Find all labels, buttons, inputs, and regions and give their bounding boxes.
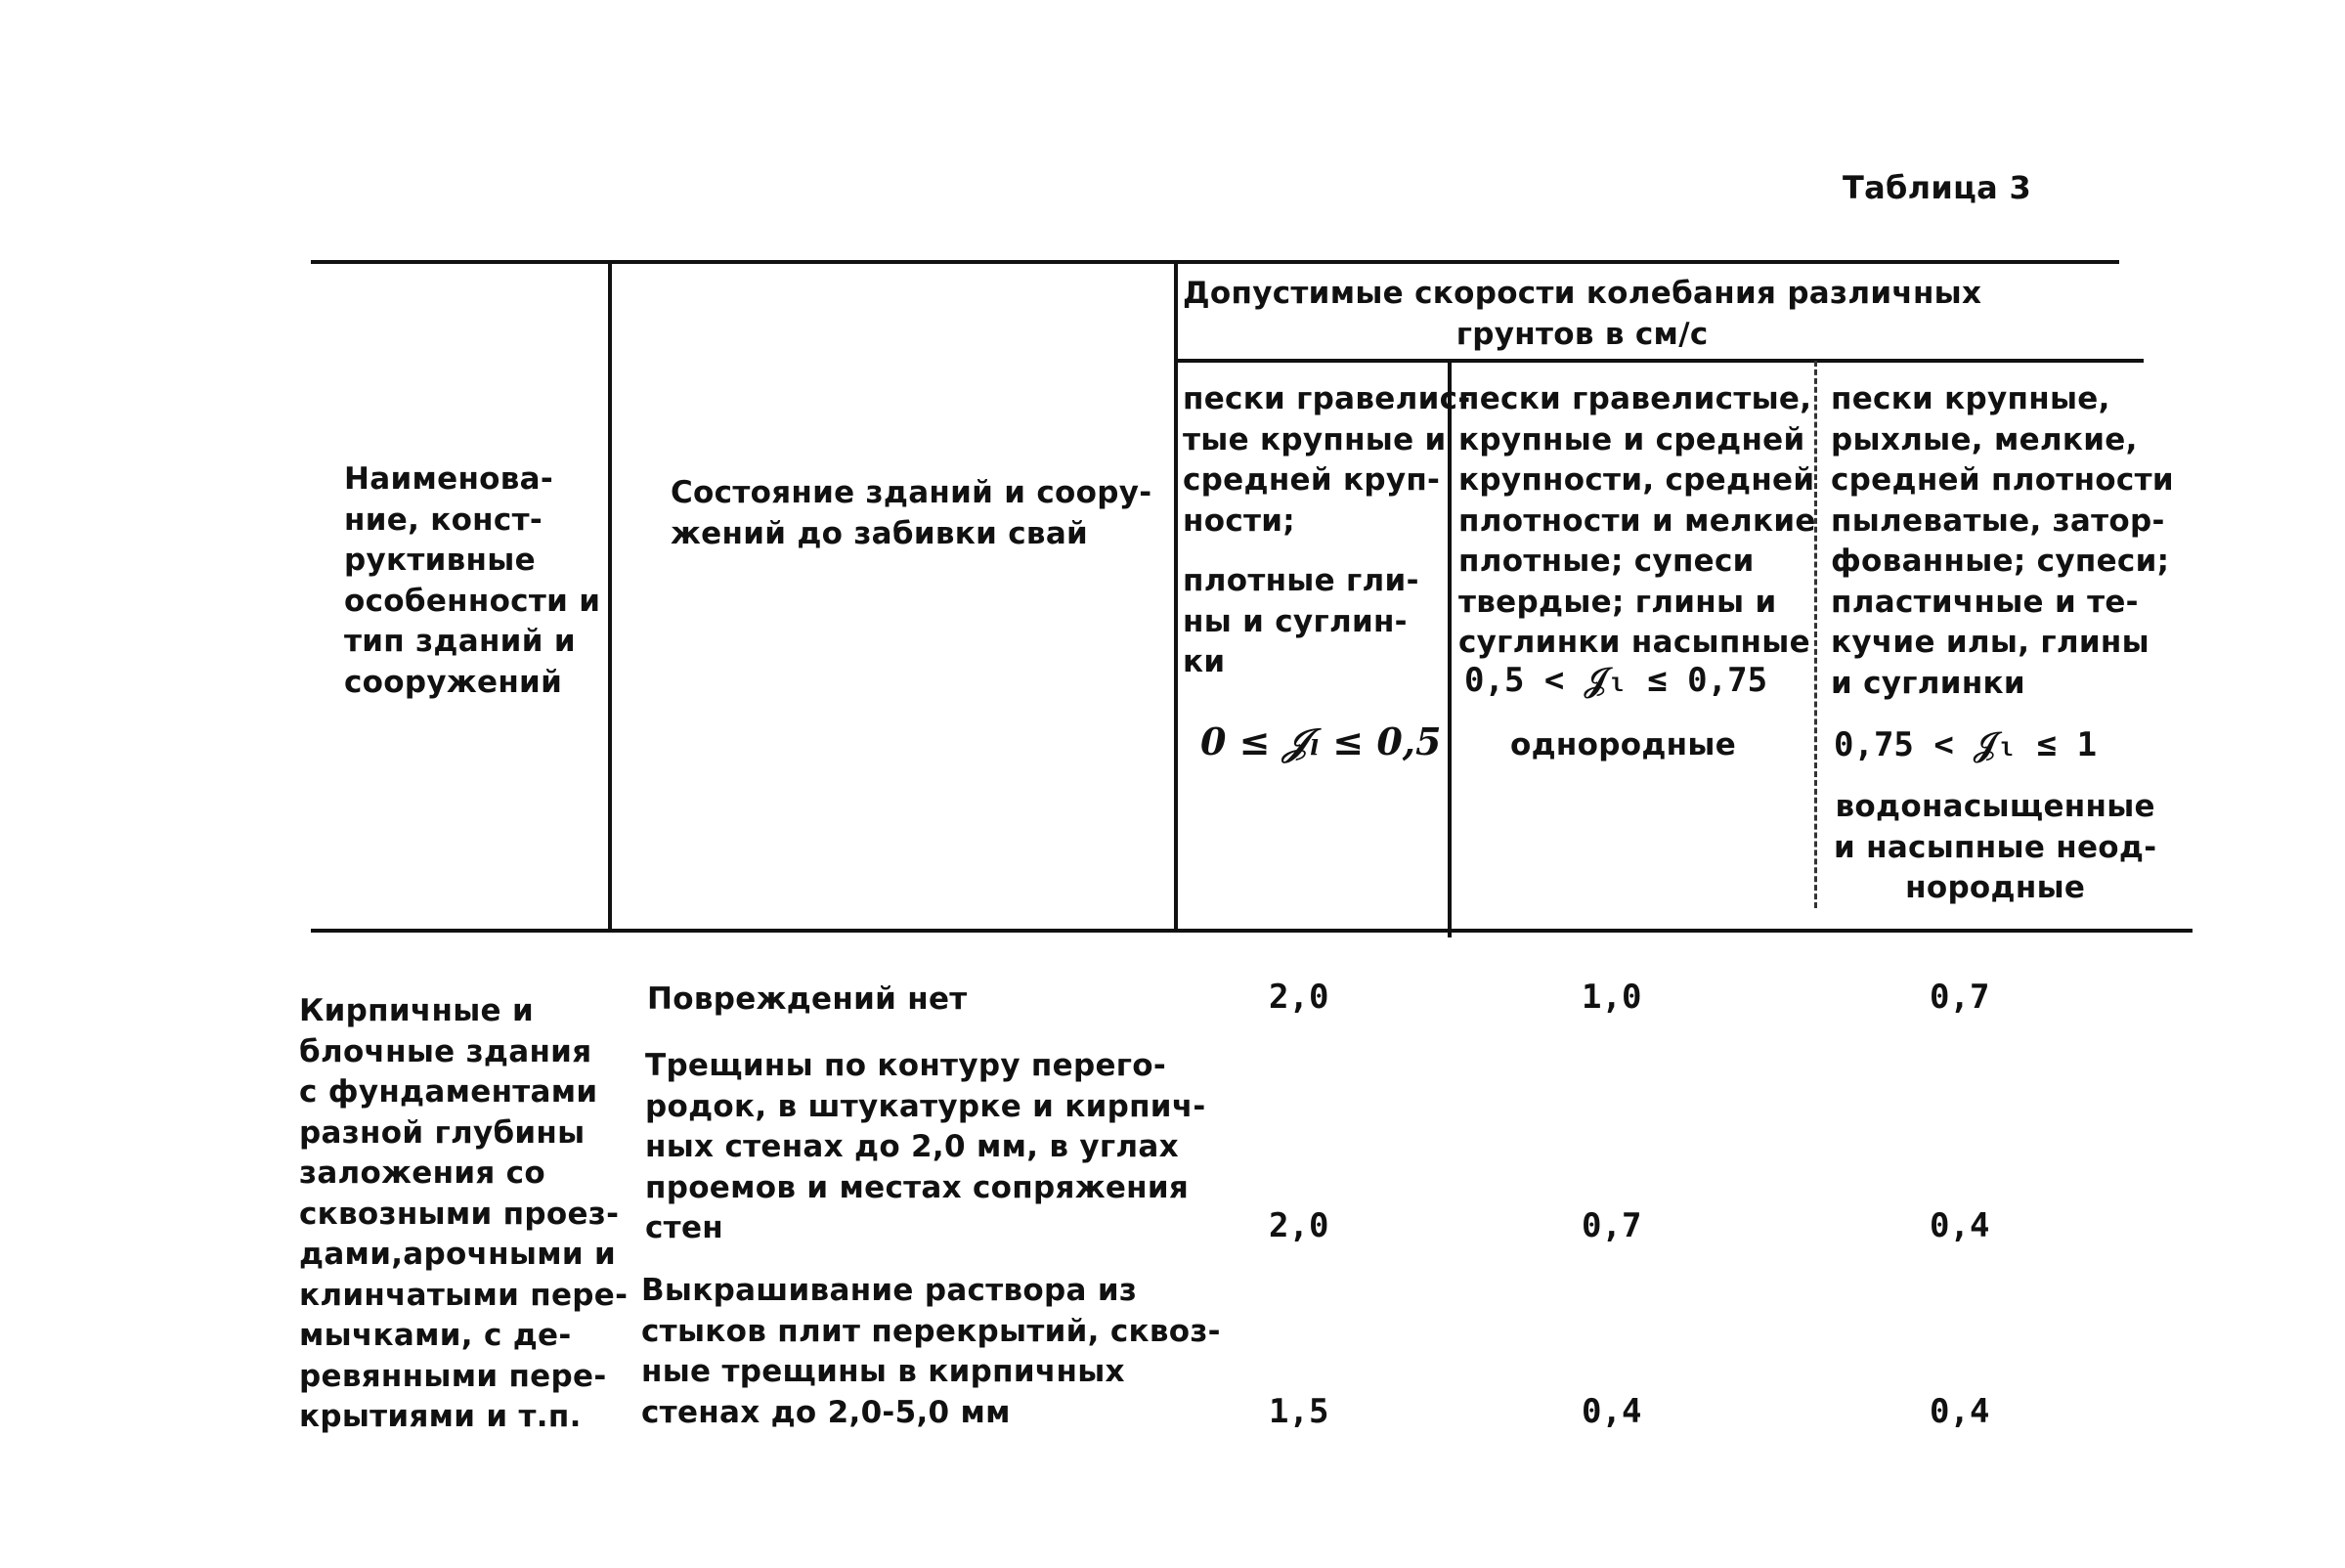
header-soil-1-text: пески гравелис- тые крупные и средней круп- ности;: [1183, 381, 1471, 539]
row-2-value-2: 0,7: [1582, 1206, 1642, 1245]
col-divider-1: [608, 262, 612, 931]
table-caption: Таблица 3: [1843, 169, 2032, 206]
row-2-value-1: 2,0: [1269, 1206, 1329, 1245]
row-1-value-1: 2,0: [1269, 978, 1329, 1017]
row-3-value-3: 0,4: [1930, 1392, 1990, 1431]
header-soil-3-formula: 0,75 < 𝒥ₗ ≤ 1: [1834, 725, 2098, 764]
row-1-value-2: 1,0: [1582, 978, 1642, 1017]
header-soil-3-text: пески крупные, рыхлые, мелкие, средней плотности пылеватые, затор- фованные; супеси; пластичные и те- кучие илы, глины и суглинки: [1831, 381, 2174, 701]
header-building-type: Наименова- ние, конст- руктивные особенности и тип зданий и сооружений: [344, 461, 601, 700]
header-building-state: Состояние зданий и соору- жений до забивки свай: [671, 475, 1152, 551]
row-1-state: Повреждений нет: [647, 981, 968, 1017]
col-divider-2: [1174, 262, 1178, 931]
row-2-state: Трещины по контуру перего- родок, в штукатурке и кирпич- ных стенах до 2,0 мм, в углах проемов и местах сопряжения стен: [645, 1048, 1206, 1245]
row-1-value-3: 0,7: [1930, 978, 1990, 1017]
group-header-rule: [1176, 359, 2144, 363]
table-top-rule: [311, 260, 2119, 264]
row-3-value-1: 1,5: [1269, 1392, 1329, 1431]
header-soil-1-formula: 0 ≤ 𝒥ₗ ≤ 0,5: [1200, 719, 1442, 763]
row-3-state: Выкрашивание раствора из стыков плит перекрытий, сквоз- ные трещины в кирпичных стенах до 2,0-5,0 мм: [641, 1273, 1221, 1430]
header-soil-2-formula: 0,5 < 𝒥ₗ ≤ 0,75: [1464, 661, 1768, 700]
header-soil-3-note: водонасыщенные и насыпные неод- нородные: [1834, 789, 2157, 905]
body-building-type: Кирпичные и блочные здания с фундаментами разной глубины заложения со сквозными проез- дами,арочными и клинчатыми пере- мычками, с де- ревянными пере- крытиями и т.п.: [299, 993, 629, 1434]
header-soil-2-note: однородные: [1510, 727, 1737, 762]
header-velocity-group: Допустимые скорости колебания различных грунтов в см/с: [1183, 276, 1982, 352]
row-3-value-2: 0,4: [1582, 1392, 1642, 1431]
row-2-value-3: 0,4: [1930, 1206, 1990, 1245]
header-bottom-rule: [311, 929, 2193, 933]
header-soil-1-text2: плотные гли- ны и суглин- ки: [1183, 563, 1419, 679]
header-soil-2-text: пески гравелистые, крупные и средней крупности, средней плотности и мелкие плотные; супеси твердые; глины и суглинки насыпные: [1458, 381, 1816, 660]
